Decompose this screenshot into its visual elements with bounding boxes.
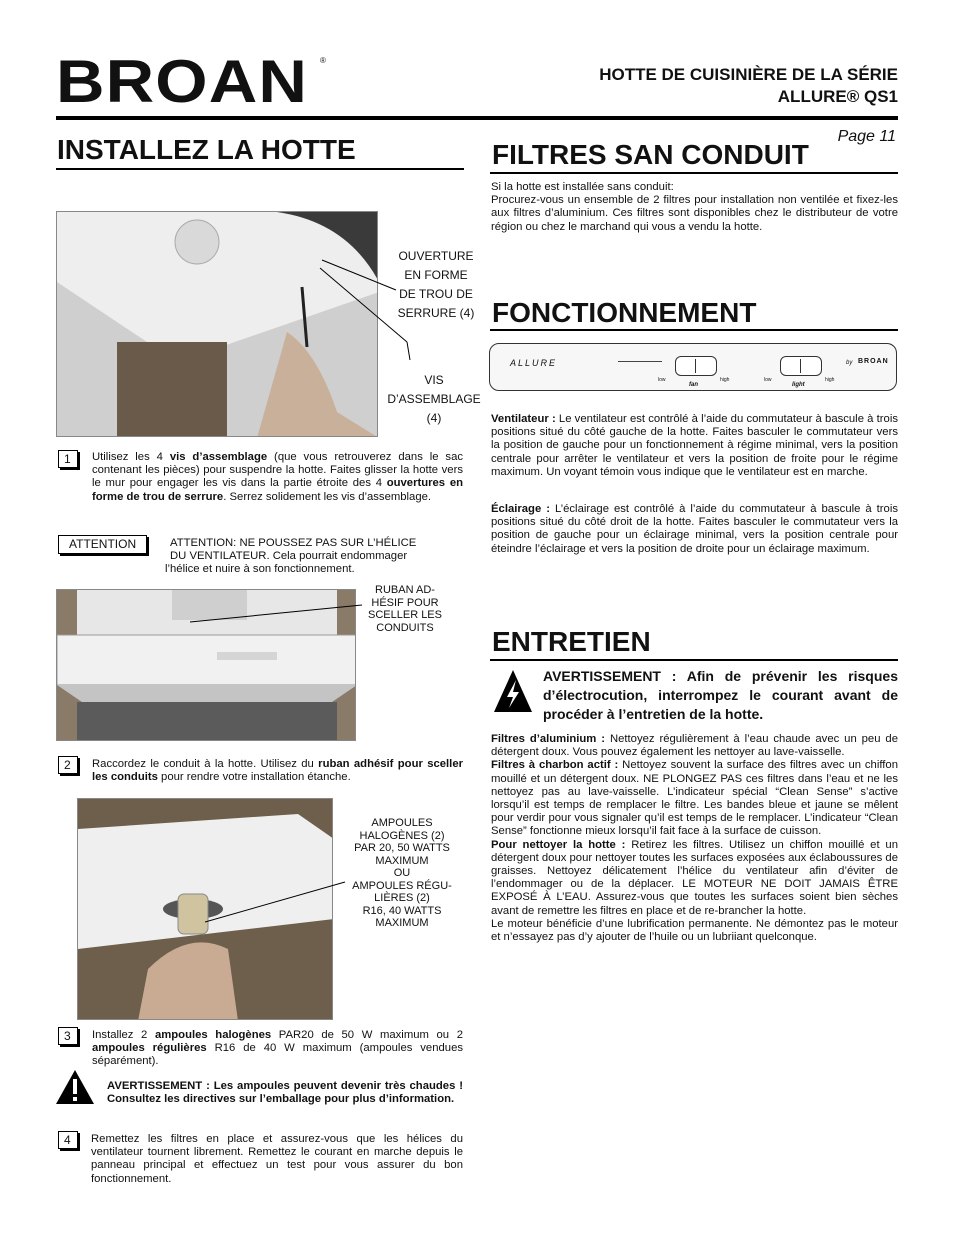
- control-panel: [489, 343, 897, 391]
- callout-keyhole-line: EN FORME: [404, 268, 468, 282]
- document-title: [599, 64, 898, 108]
- install-heading: INSTALLEZ LA HOTTE: [57, 134, 356, 165]
- step-2-number: 2: [58, 756, 78, 774]
- header-rule: [56, 116, 898, 120]
- motor-para: Le moteur bénéficie d’une lubrification permanente. Ne démontez pas le moteur et n’essayez pas d’y ajouter de l’huile ou un lubriiant quelconque.: [491, 917, 898, 944]
- fan-paragraph: [491, 413, 898, 479]
- fan-label: fan: [689, 382, 698, 388]
- callout-tape-line: RUBAN AD-: [375, 584, 435, 596]
- filters-text: [491, 181, 898, 234]
- filters-heading: FILTRES SAN CONDUIT: [492, 139, 809, 170]
- light-high-label: high: [825, 377, 835, 383]
- text-run: (que vous retrouverez dans le sac contenant les pièces) pour suspendre la hotte. Faites glisser la hotte vers le mur pour engager les vis dans la partie étroite des 4: [92, 451, 464, 490]
- filters-paragraph: Procurez-vous un ensemble de 2 filtres pour installation non ventilée et fixez-les aux filtres d’aluminium. Ces filtres sont disponibles chez le distributeur de votre région ou chez le marchand qui vous a vendu la hotte.: [491, 194, 898, 233]
- attention-line: ATTENTION: NE POUSSEZ PAS SUR L’HÉLICE: [170, 537, 417, 549]
- attention-badge: ATTENTION: [58, 535, 147, 554]
- text-run: pour rendre votre installation étanche.: [157, 771, 351, 784]
- bulb-warning-text: AVERTISSEMENT : Les ampoules peuvent devenir très chaudes ! Consultez les directives sur l’emballage pour plus d’information.: [107, 1080, 463, 1106]
- step-3-text: [92, 1029, 463, 1069]
- fan-rocker-switch[interactable]: [675, 356, 717, 376]
- operation-heading: FONCTIONNEMENT: [492, 297, 757, 328]
- step-1-text: [92, 451, 463, 504]
- callout-tape: [360, 584, 450, 634]
- step-1-number: 1: [58, 450, 78, 468]
- maintenance-heading: ENTRETIEN: [492, 626, 651, 657]
- callout-screws-line: (4): [426, 411, 442, 425]
- filters-paragraph: Si la hotte est installée sans conduit:: [491, 181, 674, 193]
- light-paragraph: [491, 503, 898, 556]
- maintenance-heading-rule: [490, 659, 898, 661]
- fan-low-label: low: [658, 377, 666, 383]
- step-4-text: Remettez les filtres en place et assurez-vous que les hélices du ventilateur tournent librement. Remettez le courant en marche depuis le panneau principal et effectuez un test pour vous assurer du bon fonctionnement.: [91, 1133, 463, 1185]
- leader-line-tape: [190, 600, 370, 630]
- text-run: Retirez les filtres. Utilisez un chiffon mouillé et un détergent doux pour nettoyer toutes les surfaces exposées aux éclaboussures de graisses. Nettoyez délicatement l’hélice du ventilateur afin d’éviter de l’endommager ou de la déplacer. LE MOTEUR NE DOIT JAMAIS ÊTRE EXPOSÉ À L’EAU. Assurez-vous que toutes les surfaces soient bien sèches avant de remettre les filtres en place et de re-brancher la hotte.: [491, 838, 898, 917]
- registered-mark: ®: [320, 56, 326, 65]
- text-run: Le ventilateur est contrôlé à l’aide du commutateur à bascule à trois positions situé du côté gauche de la hotte. Faites basculer le commutateur vers la position de gauche pour un fonctionnement à régime minimal, vers la position centrale pour arrêter le ventilateur et vers la position de froite pour le régime maximum. Un voyant témoin vous indique que le ventilateur est en marche.: [491, 413, 898, 478]
- maintenance-warning: AVERTISSEMENT : Afin de prévenir les risques d’électrocution, interrompez le courant avant de procéder à l’entretien de la hotte.: [543, 668, 898, 722]
- bold-run: Filtres d’aluminium :: [491, 733, 606, 745]
- panel-by: by: [846, 360, 853, 366]
- switch-divider: [695, 359, 696, 373]
- step-3-number: 3: [58, 1027, 78, 1045]
- callout-screws-line: D’ASSEMBLAGE: [387, 392, 481, 406]
- broan-logo: [56, 48, 326, 115]
- filters-heading-rule: [490, 172, 898, 174]
- text-run: L’éclairage est contrôlé à l’aide du commutateur à bascule à trois positions situé du côté droit de la hotte. Faites basculer le commutateur vers la position de gauche pour un éclairage minimal, vers la position centrale pour éteindre l’éclairage et vers la position de droite pour un éclairage maximum.: [491, 503, 898, 555]
- attention-text: [165, 537, 465, 577]
- fan-high-label: high: [720, 377, 730, 383]
- callout-tape-line: HÉSIF POUR: [371, 596, 439, 609]
- callout-keyhole-line: SERRURE (4): [397, 306, 475, 320]
- callout-bulbs: [338, 817, 466, 930]
- attention-line: l’hélice et nuire à son fonctionnement.: [165, 563, 355, 576]
- callout-bulbs-line: HALOGÈNES (2): [359, 829, 445, 842]
- fan-label-bold: Ventilateur :: [491, 413, 556, 425]
- cleaning-para: [491, 839, 898, 918]
- callout-keyhole-line: OUVERTURE: [398, 249, 474, 263]
- callout-bulbs-line: OU: [393, 867, 411, 879]
- text-run: PAR20 de 50 W maximum ou 2: [271, 1029, 463, 1041]
- brand-logo-text: BROAN: [56, 48, 308, 115]
- text-run: Installez 2: [92, 1029, 155, 1041]
- install-heading-rule: [56, 168, 464, 170]
- callout-bulbs-line: PAR 20, 50 WATTS: [354, 842, 450, 854]
- callout-bulbs-line: MAXIMUM: [375, 917, 429, 929]
- bold-run: ouvertures en forme de trou de serrure: [92, 477, 463, 503]
- switch-divider: [800, 359, 801, 373]
- callout-screws: [372, 371, 496, 428]
- text-run: . Serrez solidement les vis d’assemblage.: [223, 490, 432, 503]
- light-rocker-switch[interactable]: [780, 356, 822, 376]
- title-line-1: HOTTE DE CUISINIÈRE DE LA SÉRIE: [599, 65, 898, 84]
- bold-run: ruban adhésif pour sceller les conduits: [92, 758, 463, 784]
- aluminum-filters-para: [491, 733, 898, 759]
- text-run: Raccordez le conduit à la hotte. Utilisez du: [92, 758, 319, 770]
- light-label: light: [792, 382, 805, 388]
- light-low-label: low: [764, 377, 772, 383]
- callout-keyhole-line: DE TROU DE: [399, 287, 473, 301]
- callout-screws-line: VIS: [424, 373, 444, 387]
- panel-brand: ALLURE: [510, 358, 558, 368]
- bold-run: Pour nettoyer la hotte :: [491, 838, 626, 851]
- callout-tape-line: CONDUITS: [376, 621, 434, 634]
- electrical-hazard-icon: [492, 666, 534, 716]
- text-run: Nettoyez souvent la surface des filtres avec un chiffon mouillé et un détergent doux. NE PLONGEZ PAS ces filtres dans l’eau et ne les nettoyez pas au lave-vaisselle. L’indicateur spécial “Clean Sense” s’active lorsqu’il est temps de remplacer le filtre. Les bandes bleue et jaune se mêlent pour verdir pour vous signaler qu’il est temps de le remplacer. L’indicateur “Clean Sense” fonctionne mieux lorsqu’il fait face à la surface de cuisson.: [491, 759, 898, 838]
- text-run: R16 de 40 W maximum (ampoules vendues séparément).: [92, 1042, 463, 1068]
- operation-heading-rule: [490, 329, 898, 331]
- warning-icon: [55, 1069, 95, 1105]
- step-4-number: 4: [58, 1131, 78, 1149]
- light-label-bold: Éclairage :: [491, 503, 550, 515]
- callout-keyhole: [388, 247, 484, 323]
- maintenance-text: [491, 733, 898, 944]
- callout-bulbs-line: AMPOULES RÉGU-: [352, 879, 452, 892]
- bold-run: Filtres à charbon actif :: [491, 759, 619, 772]
- callout-tape-line: SCELLER LES: [368, 609, 442, 621]
- panel-broan: BROAN: [858, 358, 889, 365]
- panel-indicator-line: [618, 361, 662, 362]
- bold-run: ampoules régulières: [92, 1042, 207, 1055]
- text-run: Nettoyez régulièrement à l’eau chaude avec un peu de détergent doux. Vous pouvez également les nettoyer au lave-vaisselle.: [491, 733, 898, 759]
- callout-bulbs-line: R16, 40 WATTS: [362, 904, 442, 917]
- callout-bulbs-line: AMPOULES: [371, 817, 433, 829]
- carbon-filters-para: [491, 759, 898, 838]
- title-line-2: ALLURE® QS1: [777, 87, 898, 106]
- page-number: Page 11: [837, 128, 896, 145]
- attention-line: DU VENTILATEUR. Cela pourrait endommager: [170, 550, 408, 563]
- callout-bulbs-line: MAXIMUM: [375, 854, 429, 867]
- bold-run: vis d’assemblage: [169, 451, 268, 463]
- leader-line-bulb: [205, 880, 355, 930]
- step-2-text: [92, 758, 463, 784]
- callout-bulbs-line: LIÈRES (2): [374, 892, 430, 904]
- text-run: Utilisez les 4: [92, 451, 170, 463]
- bold-run: ampoules halogènes: [154, 1029, 272, 1041]
